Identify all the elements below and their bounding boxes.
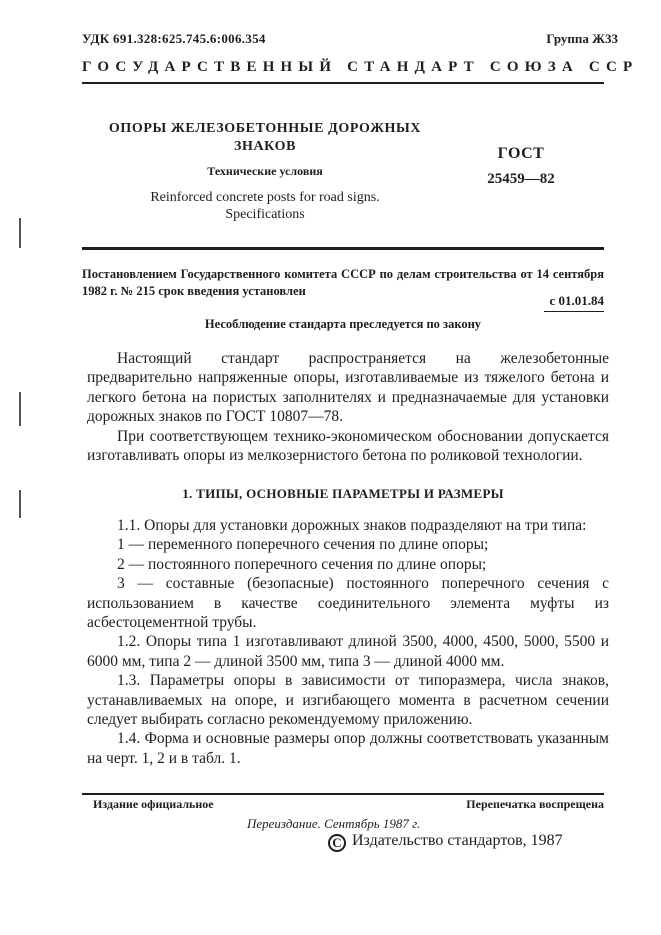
english-title-line2: Specifications [225,207,305,222]
clause-1-3: 1.3. Параметры опоры в зависимости от типоразмера, числа знаков, устанавливаемых на опоре, и изгибающего момента в расчетном сечении следует выбирать согласно рекомендуемому приложению. [87,672,609,729]
clause-1-4: 1.4. Форма и основные размеры опор должны соответствовать указанным на черт. 1, 2 и в табл. 1. [87,730,609,767]
publisher-name: Издательство стандартов, 1987 [352,832,563,849]
document-title-line2: ЗНАКОВ [233,139,297,154]
clause-1-1-type-3: 3 — составные (безопасные) постоянного поперечного сечения с использованием в качестве соединительного элемента муфты из асбестоцементной трубы. [87,575,609,632]
gost-number: 25459—82 [487,171,555,187]
intro-section [87,349,609,465]
intro-paragraph-1: Настоящий стандарт распространяется на железобетонные предварительно напряженные опоры, изготавливаемые из тяжелого бетона и легкого бетона на пористых заполнителях и предназначаемые для установки дорожных знаков по ГОСТ 10807—78. [87,350,609,426]
state-standard-heading: ГОСУДАРСТВЕННЫЙ СТАНДАРТ СОЮЗА ССР [82,59,639,75]
reprint-forbidden-label: Перепечатка воспрещена [466,797,604,811]
section-heading: 1. ТИПЫ, ОСНОВНЫЕ ПАРАМЕТРЫ И РАЗМЕРЫ [182,486,504,501]
footer-rule [82,793,604,795]
gost-designation [466,145,576,188]
gost-label: ГОСТ [497,145,545,162]
document-subtitle: Технические условия [207,164,323,178]
clause-1-2: 1.2. Опоры типа 1 изготавливают длиной 3500, 4000, 4500, 5000, 5500 и 6000 мм, типа 2 — длиной 3500 мм, типа 3 — длиной 4000 мм. [87,633,609,670]
clause-1-1-type-2: 2 — постоянного поперечного сечения по длине опоры; [117,555,487,573]
copyright-line [328,832,563,852]
legal-warning: Несоблюдение стандарта преследуется по закону [204,317,482,331]
effective-date-underline [544,311,604,312]
title-rule [82,247,604,250]
intro-paragraph-2: При соответствующем технико-экономическом обосновании допускается изготавливать опоры из мелкозернистого бетона по роликовой технологии. [87,427,609,465]
effective-date: с 01.01.84 [549,293,604,308]
english-title-line1: Reinforced concrete posts for road signs. [150,190,380,205]
margin-mark [19,218,21,248]
title-block [100,120,430,223]
reissue-note: Переиздание. Сентябрь 1987 г. [247,816,421,831]
margin-mark [19,490,21,518]
udk-code: УДК 691.328:625.745.6:006.354 [82,31,266,46]
official-edition-label: Издание официальное [93,797,214,811]
copyright-icon: С [328,834,346,852]
group-code: Группа Ж33 [546,31,618,46]
clause-1-1-type-1: 1 — переменного поперечного сечения по длине опоры; [117,536,489,554]
clause-1-1: 1.1. Опоры для установки дорожных знаков подразделяют на три типа: [117,517,587,534]
margin-mark [19,392,21,426]
section-1-body [87,516,609,768]
document-title-line1: ОПОРЫ ЖЕЛЕЗОБЕТОННЫЕ ДОРОЖНЫХ [108,121,422,136]
decree-text: Постановлением Государственного комитета СССР по делам строительства от 14 сентября 1982 г. № 215 срок введения установлен [82,267,604,298]
header-rule [82,82,604,84]
